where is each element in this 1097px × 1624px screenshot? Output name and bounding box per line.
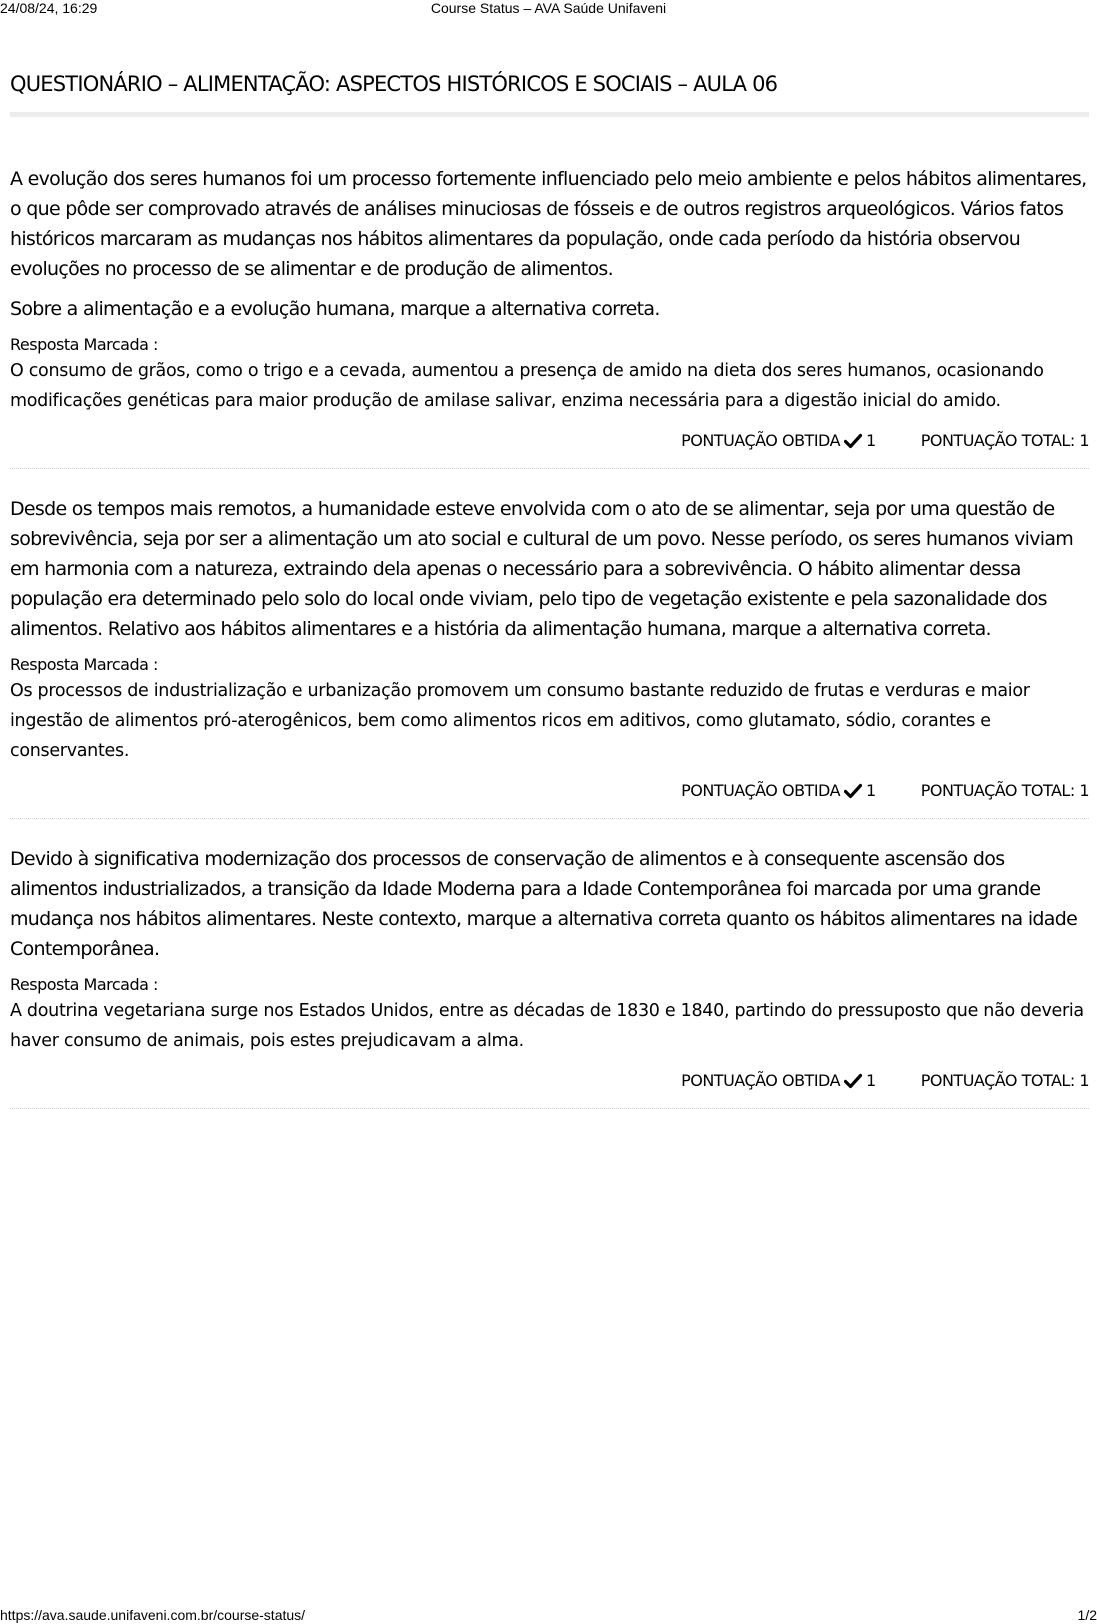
score-total: PONTUAÇÃO TOTAL: 1: [920, 1071, 1089, 1090]
question-item: [10, 494, 1089, 819]
page-title: QUESTIONÁRIO – ALIMENTAÇÃO: ASPECTOS HISTÓRICOS E SOCIAIS – AULA 06: [10, 72, 778, 96]
score-row: [10, 1070, 1089, 1108]
marked-answer: O consumo de grãos, como o trigo e a cevada, aumentou a presença de amido na dieta dos seres humanos, ocasionando modificações genéticas para maior produção de amilase salivar, enzima necessária para a digestão inicial do amido.: [10, 361, 1044, 411]
check-icon: [844, 783, 862, 799]
score-total: PONTUAÇÃO TOTAL: 1: [920, 431, 1089, 450]
score-obtained: [681, 1070, 876, 1092]
question-item: [10, 844, 1089, 1109]
score-total: PONTUAÇÃO TOTAL: 1: [920, 781, 1089, 800]
print-header: [0, 0, 1097, 16]
answer-label: Resposta Marcada :: [10, 655, 158, 674]
score-obtained-value: 1: [866, 1071, 876, 1090]
title-divider: [10, 112, 1089, 117]
score-obtained-value: 1: [866, 431, 876, 450]
course-status-content: [10, 68, 1089, 1134]
check-icon: [844, 433, 862, 449]
score-row: [10, 430, 1089, 468]
question-prompt: Sobre a alimentação e a evolução humana, marque a alternativa correta.: [10, 298, 660, 320]
print-page-title: Course Status – AVA Saúde Unifaveni: [430, 0, 667, 16]
print-url: https://ava.saude.unifaveni.com.br/course-status/: [0, 1607, 306, 1623]
question-item: [10, 164, 1089, 469]
print-footer: [0, 1607, 1097, 1623]
print-page-number: 1/2: [1077, 1607, 1097, 1623]
answer-label: Resposta Marcada :: [10, 975, 158, 994]
question-text: Devido à significativa modernização dos processos de conservação de alimentos e à consequente ascensão dos alimentos industrializados, a transição da Idade Moderna para a Idade Contemporânea foi marcada por uma grande mudança nos hábitos alimentares. Neste contexto, marque a alternativa correta quanto os hábitos alimentares na idade Contemporânea.: [10, 848, 1078, 960]
question-text: Desde os tempos mais remotos, a humanidade esteve envolvida com o ato de se alimentar, seja por uma questão de sobrevivência, seja por ser a alimentação um ato social e cultural de um povo. Nesse período, os seres humanos viviam em harmonia com a natureza, extraindo dela apenas o necessário para a sobrevivência. O hábito alimentar dessa população era determinado pelo solo do local onde viviam, pelo tipo de vegetação existente e pela sazonalidade dos alimentos. Relativo aos hábitos alimentares e a história da alimentação humana, marque a alternativa correta.: [10, 498, 1074, 640]
print-date: 24/08/24, 16:29: [0, 0, 98, 16]
score-obtained: [681, 430, 876, 452]
score-obtained-label: PONTUAÇÃO OBTIDA: [681, 1071, 841, 1090]
marked-answer: Os processos de industrialização e urbanização promovem um consumo bastante reduzido de frutas e verduras e maior ingestão de alimentos pró-aterogênicos, bem como alimentos ricos em aditivos, como glutamato, sódio, corantes e conservantes.: [10, 681, 1030, 761]
score-obtained-label: PONTUAÇÃO OBTIDA: [681, 781, 841, 800]
score-obtained-value: 1: [866, 781, 876, 800]
answer-label: Resposta Marcada :: [10, 335, 158, 354]
score-row: [10, 780, 1089, 818]
question-text: A evolução dos seres humanos foi um processo fortemente influenciado pelo meio ambiente e pelos hábitos alimentares, o que pôde ser comprovado através de análises minuciosas de fósseis e de outros registros arqueológicos. Vários fatos históricos marcaram as mudanças nos hábitos alimentares da população, onde cada período da história observou evoluções no processo de se alimentar e de produção de alimentos.: [10, 168, 1087, 280]
score-obtained-label: PONTUAÇÃO OBTIDA: [681, 431, 841, 450]
score-obtained: [681, 780, 876, 802]
check-icon: [844, 1073, 862, 1089]
marked-answer: A doutrina vegetariana surge nos Estados Unidos, entre as décadas de 1830 e 1840, partindo do pressuposto que não deveria haver consumo de animais, pois estes prejudicavam a alma.: [10, 1001, 1084, 1051]
